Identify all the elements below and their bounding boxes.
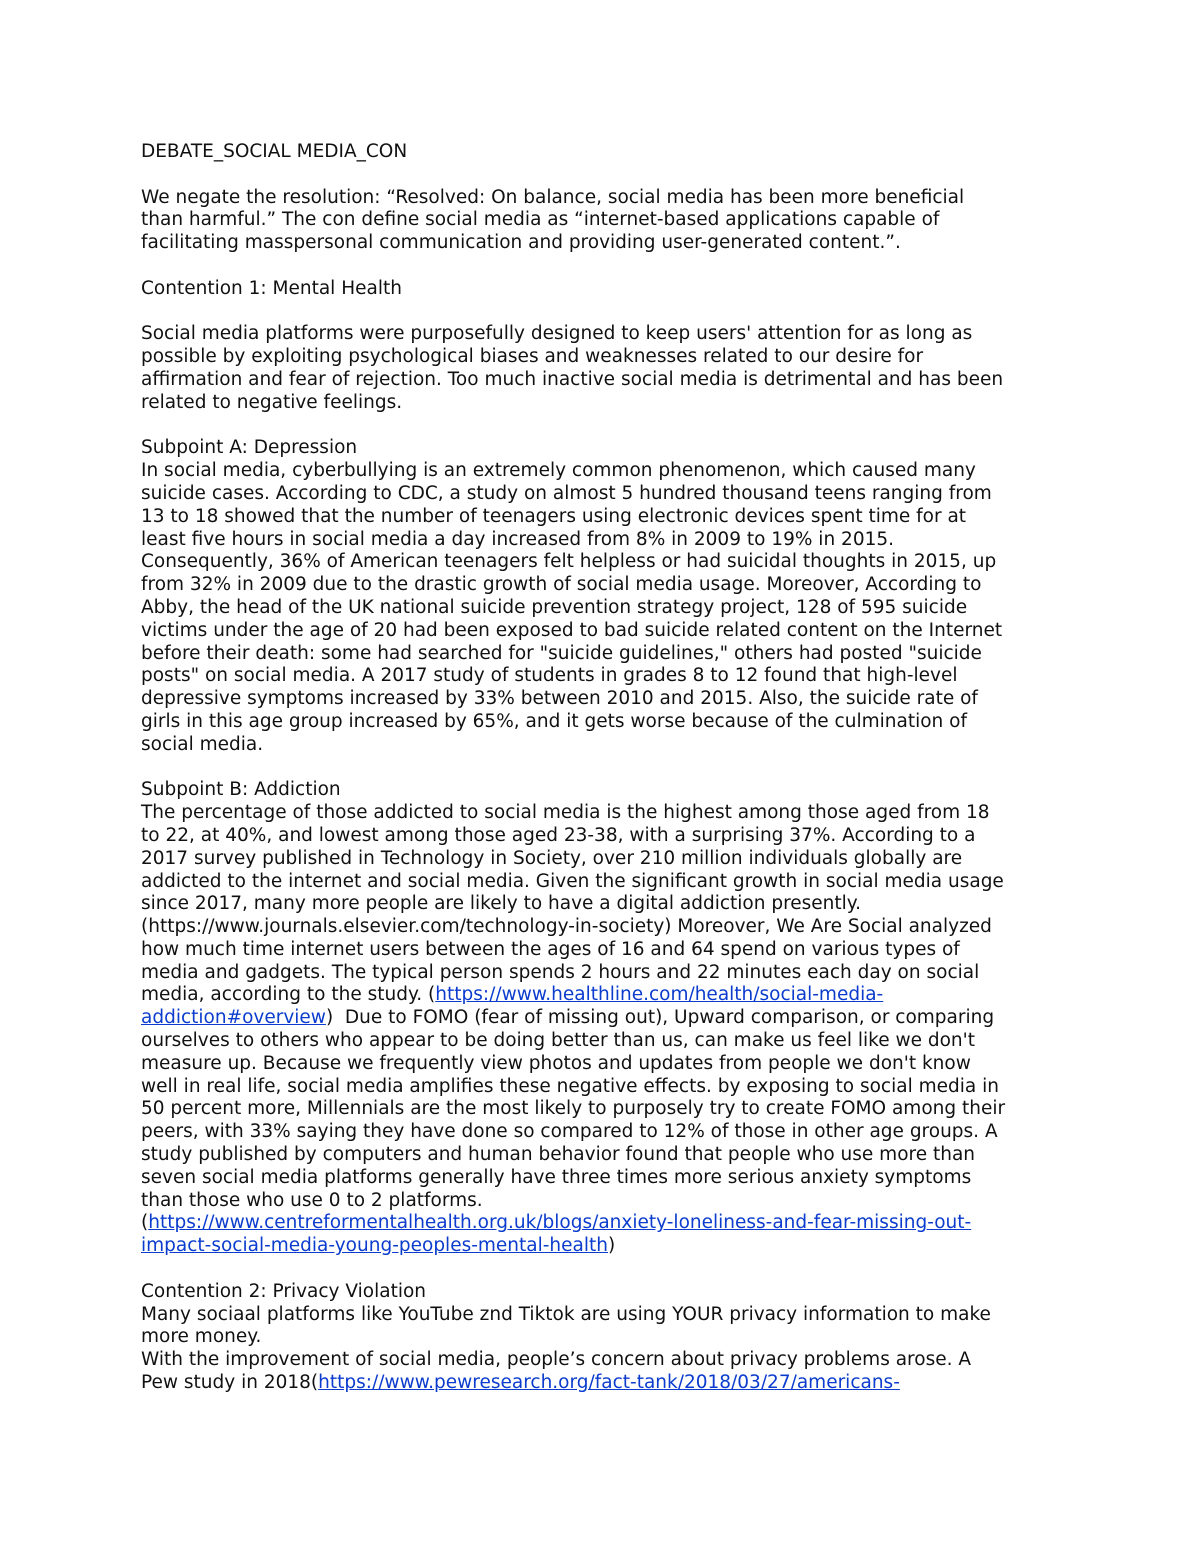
body-line <box>141 1372 1061 1395</box>
body-line: more money. <box>141 1326 262 1348</box>
body-line: possible by exploiting psychological biases and weaknesses related to our desire for <box>141 346 924 368</box>
body-line: how much time internet users between the ages of 16 and 64 spend on various types of <box>141 938 960 960</box>
body-line <box>141 984 1061 1007</box>
intro-line: facilitating masspersonal communication and providing user-generated content.”. <box>141 232 901 254</box>
link-close-paren: ) <box>608 1235 616 1257</box>
body-line: related to negative feelings. <box>141 391 403 413</box>
link-suffix: ) Due to FOMO (fear of missing out), Upward comparison, or comparing <box>325 1007 995 1029</box>
intro-line: than harmful.” The con define social media as “internet-based applications capable of <box>141 209 940 231</box>
healthline-link-continued[interactable]: addiction#overview <box>141 1007 326 1029</box>
healthline-link[interactable]: https://www.healthline.com/health/social-media- <box>435 984 884 1006</box>
body-line: measure up. Because we frequently view photos and updates from people we don't know <box>141 1052 971 1074</box>
body-line: With the improvement of social media, people’s concern about privacy problems arose. A <box>141 1349 972 1371</box>
link-open-paren: ( <box>141 1212 149 1234</box>
body-line: Consequently, 36% of American teenagers felt helpless or had suicidal thoughts in 2015, up <box>141 551 997 573</box>
contention-1-paragraph <box>141 323 1061 414</box>
document-body <box>141 141 1061 1395</box>
body-line: depressive symptoms increased by 33% between 2010 and 2015. Also, the suicide rate of <box>141 688 978 710</box>
body-line: (https://www.journals.elsevier.com/technology-in-society) Moreover, We Are Social analyzed <box>141 916 992 938</box>
contention-2-heading: Contention 2: Privacy Violation <box>141 1280 427 1302</box>
body-line: peers, with 33% saying they have done so compared to 12% of those in other age groups. A <box>141 1121 998 1143</box>
body-line: 13 to 18 showed that the number of teenagers using electronic devices spent time for at <box>141 505 967 527</box>
body-line: study published by computers and human behavior found that people who use more than <box>141 1144 976 1166</box>
body-line: ourselves to others who appear to be doing better than us, can make us feel like we don't <box>141 1030 975 1052</box>
body-line: posts" on social media. A 2017 study of students in grades 8 to 12 found that high-level <box>141 665 958 687</box>
body-line: to 22, at 40%, and lowest among those aged 23-38, with a surprising 37%. According to a <box>141 824 976 846</box>
body-line: 2017 survey published in Technology in Society, over 210 million individuals globally are <box>141 847 963 869</box>
body-line: seven social media platforms generally have three times more serious anxiety symptoms <box>141 1166 972 1188</box>
centreformentalhealth-link-continued[interactable]: impact-social-media-young-peoples-mental-health <box>141 1235 608 1257</box>
body-line: In social media, cyberbullying is an extremely common phenomenon, which caused many <box>141 460 976 482</box>
body-line: 50 percent more, Millennials are the most likely to purposely try to create FOMO among their <box>141 1098 1006 1120</box>
body-line: least five hours in social media a day increased from 8% in 2009 to 19% in 2015. <box>141 528 895 550</box>
body-line <box>141 1212 1061 1235</box>
body-line <box>141 1235 1061 1258</box>
contention-2-paragraph <box>141 1304 1061 1395</box>
body-line: from 32% in 2009 due to the drastic growth of social media usage. Moreover, According to <box>141 574 982 596</box>
subpoint-a-heading: Subpoint A: Depression <box>141 437 358 459</box>
subpoint-b-heading: Subpoint B: Addiction <box>141 779 341 801</box>
pew-prefix: Pew study in 2018( <box>141 1372 319 1394</box>
body-line: Abby, the head of the UK national suicide prevention strategy project, 128 of 595 suicide <box>141 596 968 618</box>
intro-line: We negate the resolution: “Resolved: On balance, social media has been more beneficial <box>141 186 965 208</box>
body-line: The percentage of those addicted to social media is the highest among those aged from 18 <box>141 802 990 824</box>
body-line: Social media platforms were purposefully designed to keep users' attention for as long as <box>141 323 973 345</box>
body-line: affirmation and fear of rejection. Too much inactive social media is detrimental and has been <box>141 368 1004 390</box>
body-line: well in real life, social media amplifies these negative effects. by exposing to social media in <box>141 1075 999 1097</box>
body-line: before their death: some had searched for "suicide guidelines," others had posted "suicide <box>141 642 982 664</box>
body-line: Many sociaal platforms like YouTube znd Tiktok are using YOUR privacy information to make <box>141 1303 991 1325</box>
centreformentalhealth-link[interactable]: https://www.centreformentalhealth.org.uk/blogs/anxiety-loneliness-and-fear-missing-out- <box>148 1212 972 1234</box>
pewresearch-link[interactable]: https://www.pewresearch.org/fact-tank/2018/03/27/americans- <box>318 1372 900 1394</box>
body-line: suicide cases. According to CDC, a study on almost 5 hundred thousand teens ranging from <box>141 482 992 504</box>
document-title: DEBATE_SOCIAL MEDIA_CON <box>141 141 408 162</box>
body-line: than those who use 0 to 2 platforms. <box>141 1189 483 1211</box>
body-line: since 2017, many more people are likely to have a digital addiction presently. <box>141 893 861 915</box>
body-line <box>141 1007 1061 1030</box>
contention-1-heading: Contention 1: Mental Health <box>141 277 402 299</box>
intro-paragraph <box>141 187 1061 255</box>
body-line: social media. <box>141 733 264 755</box>
body-line: media and gadgets. The typical person spends 2 hours and 22 minutes each day on social <box>141 961 980 983</box>
subpoint-b-paragraph <box>141 802 1061 1258</box>
body-line: addicted to the internet and social media. Given the significant growth in social media usage <box>141 870 1004 892</box>
subpoint-a-paragraph <box>141 460 1061 756</box>
body-line: victims under the age of 20 had been exposed to bad suicide related content on the Internet <box>141 619 1003 641</box>
link-prefix: media, according to the study. ( <box>141 984 436 1006</box>
body-line: girls in this age group increased by 65%, and it gets worse because of the culmination of <box>141 710 967 732</box>
